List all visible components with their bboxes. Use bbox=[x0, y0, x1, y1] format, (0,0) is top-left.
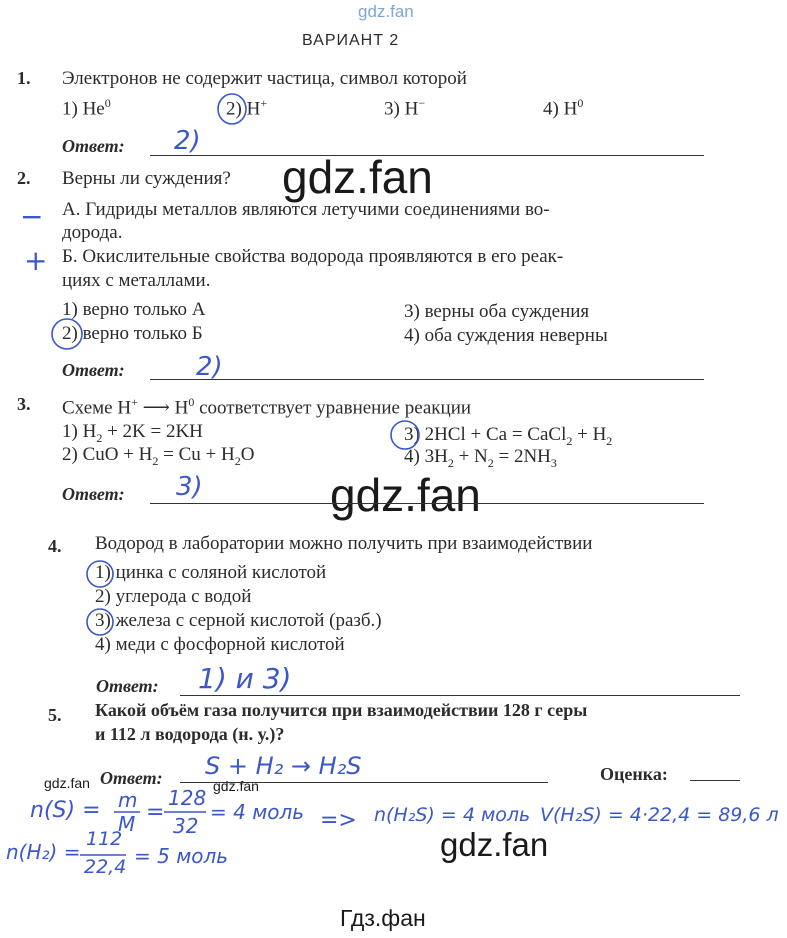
q5-handwritten-reaction: S + H₂ → H₂S bbox=[205, 752, 362, 780]
q2-statement-a-1: А. Гидриды металлов являются летучими соединениями во- bbox=[62, 199, 550, 220]
grade-label: Оценка: bbox=[600, 764, 668, 784]
sol-n-s: n(S) = bbox=[30, 798, 101, 823]
q2-answer-label: Ответ: bbox=[62, 360, 125, 380]
q4-option-3: 3) железа с серной кислотой (разб.) bbox=[95, 610, 382, 631]
q3-option-1: 1) $H_2 + 2K = 2KH$ bbox=[62, 421, 203, 445]
q3-handwritten-answer: 3) bbox=[176, 472, 203, 502]
circle-q4-option-1 bbox=[87, 561, 113, 587]
watermark-large-3: gdz.fan bbox=[440, 826, 549, 863]
watermark-top: gdz.fan bbox=[358, 2, 414, 21]
circle-q4-option-3 bbox=[87, 609, 113, 635]
sol-112: 112 bbox=[86, 828, 123, 850]
q2-statement-b-1: Б. Окислительные свойства водорода проявляются в его реак- bbox=[62, 246, 564, 267]
q1-option-1: 1) He$^0$ bbox=[62, 96, 111, 120]
sol-result-2: = 5 моль bbox=[134, 844, 229, 868]
sol-m: m bbox=[118, 788, 138, 812]
q1-option-3: 3) H− bbox=[384, 96, 426, 120]
q1-answer-label: Ответ: bbox=[62, 136, 125, 156]
question-4-number: 4. bbox=[48, 536, 62, 556]
variant-title: ВАРИАНТ 2 bbox=[302, 32, 400, 49]
question-1-number: 1. bbox=[17, 68, 31, 88]
question-5-number: 5. bbox=[48, 705, 62, 725]
question-3-text: Схеме H+ ⟶ $H^0$ соответствует уравнение реакции bbox=[62, 395, 472, 419]
watermark-small-1: gdz.fan bbox=[44, 775, 90, 791]
question-1-text: Электронов не содержит частица, символ которой bbox=[62, 68, 467, 89]
q1-option-2: 2) H+ bbox=[226, 96, 268, 120]
sol-n-h2: n(H₂) = bbox=[6, 840, 81, 864]
q2-mark-plus: + bbox=[24, 244, 48, 277]
q2-option-4: 4) оба суждения неверны bbox=[404, 325, 608, 346]
q4-answer-label: Ответ: bbox=[96, 676, 159, 696]
q2-statement-a-2: дорода. bbox=[62, 222, 123, 243]
q2-option-3: 3) верны оба суждения bbox=[404, 301, 590, 322]
question-4-text: Водород в лаборатории можно получить при взаимодействии bbox=[95, 533, 593, 554]
q1-handwritten-answer: 2) bbox=[174, 126, 201, 156]
watermark-large-2: gdz.fan bbox=[330, 469, 481, 521]
q2-mark-minus: − bbox=[20, 200, 44, 233]
q3-option-4: 4) $3H_2 + N_2 = 2NH_3$ bbox=[404, 446, 557, 470]
watermark-large-1: gdz.fan bbox=[282, 151, 433, 203]
sol-22-4: 22,4 bbox=[84, 856, 127, 878]
q2-statement-b-2: циях с металлами. bbox=[62, 270, 211, 291]
q3-answer-label: Ответ: bbox=[62, 484, 125, 504]
q4-handwritten-answer: 1) и 3) bbox=[198, 662, 292, 695]
circle-q3-option-3 bbox=[391, 421, 419, 449]
sol-result-1: = 4 моль bbox=[210, 800, 305, 824]
question-5-text-line-1: Какой объём газа получится при взаимодействии 128 г серы bbox=[95, 700, 588, 720]
sol-32: 32 bbox=[173, 814, 199, 838]
circle-q1-option-2 bbox=[218, 94, 246, 124]
sol-eq1: = bbox=[146, 800, 165, 825]
sol-v-h2s: V(H₂S) = 4·22,4 = 89,6 л bbox=[540, 804, 779, 826]
q2-handwritten-answer: 2) bbox=[196, 352, 223, 382]
q4-option-4: 4) меди с фосфорной кислотой bbox=[95, 634, 345, 655]
sol-n-h2s: n(H₂S) = 4 моль bbox=[374, 804, 531, 826]
q4-option-2: 2) углерода с водой bbox=[95, 586, 252, 607]
question-3-number: 3. bbox=[17, 394, 31, 414]
sol-implies-arrow: => bbox=[320, 808, 357, 833]
circle-q2-option-2 bbox=[52, 319, 82, 349]
q3-option-3: 3) 2HCl + Ca = CaCl$_2$ + $H_2$ bbox=[404, 424, 613, 448]
watermark-small-2: gdz.fan bbox=[213, 778, 259, 794]
question-5-text-line-2: и 112 л водорода (н. у.)? bbox=[95, 724, 285, 744]
q4-option-1: 1) цинка с соляной кислотой bbox=[95, 562, 327, 583]
watermark-bottom: Гдз.фан bbox=[340, 905, 426, 931]
q3-option-2: 2) CuO + $H_2 = Cu + H_2O$ bbox=[62, 444, 255, 468]
sol-M: M bbox=[118, 812, 136, 836]
q1-option-4: 4) $H^0$ bbox=[543, 96, 584, 120]
q5-answer-label: Ответ: bbox=[100, 768, 163, 788]
q2-option-2: 2) верно только Б bbox=[62, 323, 203, 344]
sol-128: 128 bbox=[168, 786, 207, 810]
question-2-number: 2. bbox=[17, 168, 31, 188]
q2-option-1: 1) верно только А bbox=[62, 299, 206, 320]
question-2-text: Верны ли суждения? bbox=[62, 168, 231, 189]
